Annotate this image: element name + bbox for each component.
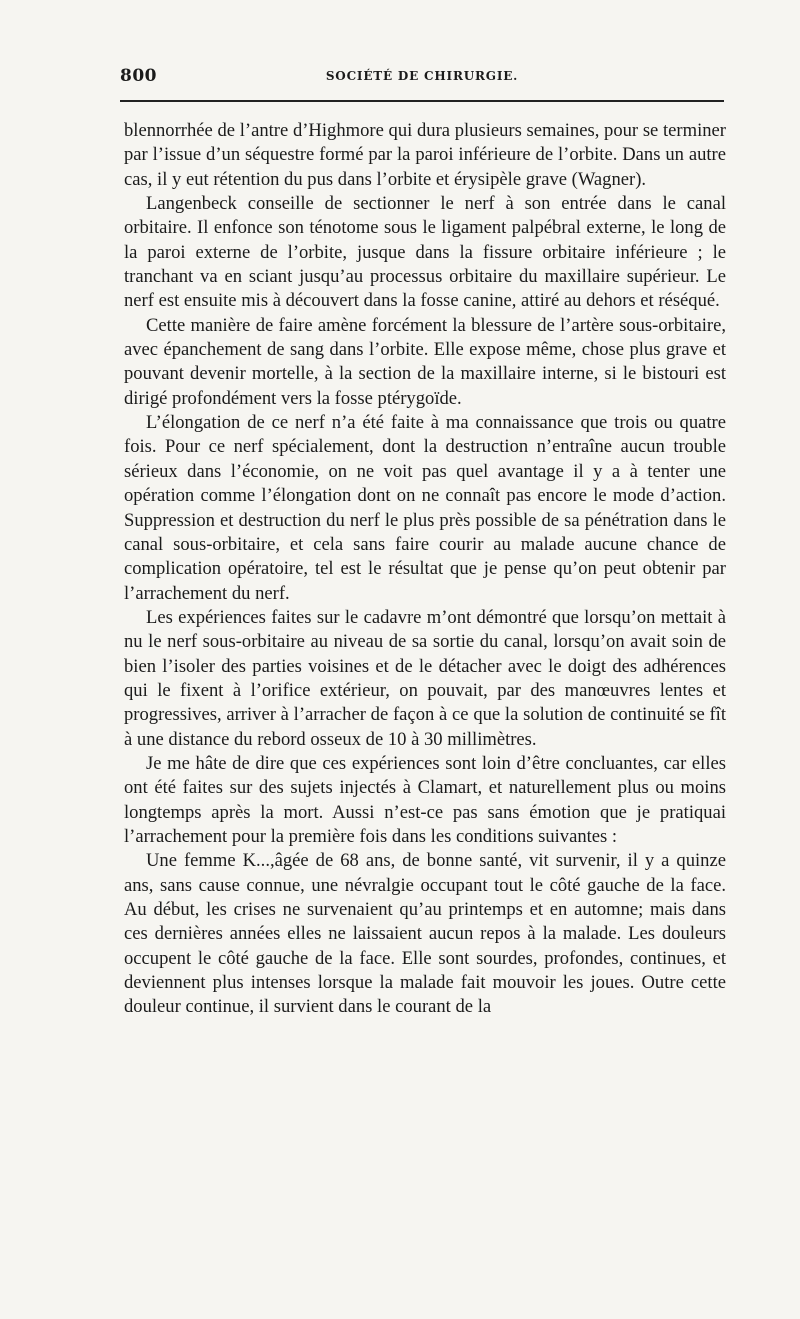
paragraph-1: blennorrhée de l’antre d’Highmore qui dura plusieurs semaines, pour se terminer par l’issue d’un séquestre formé par la paroi inférieure de l’orbite. Dans un autre cas, il y eut rétention du pus dans l’orbite et érysipèle grave (Wagner). <box>124 120 726 190</box>
paragraph-5: Les expériences faites sur le cadavre m’ont démontré que lorsqu’on mettait à nu le nerf sous-orbitaire au niveau de sa sortie du canal, lorsqu’on avait soin de bien l’isoler des parties voisines et de le détacher avec le doigt des adhérences qui le fixent à l’orifice extérieur, on pouvait, par des manœuvres lentes et progressives, arriver à l’arracher de façon à ce que la solution de continuité se fît à une distance du rebord osseux de 10 à 30 millimètres. <box>124 606 726 750</box>
paragraph-4: L’élongation de ce nerf n’a été faite à ma connaissance que trois ou quatre fois. Pour ce nerf spécialement, dont la destruction n’entraîne aucun trouble sérieux dans l’économie, on ne voit pas quel avantage il y a à tenter une opération comme l’élongation dont on ne connaît pas encore le mode d’action. Suppression et destruction du nerf le plus près possible de sa pénétration dans le canal sous-orbitaire, et cela sans faire courir au malade aucune chance de complication opératoire, tel est le résultat que je pense qu’on peut obtenir par l’arrachement du nerf. <box>124 412 726 604</box>
paragraph-3: Cette manière de faire amène forcément la blessure de l’artère sous-orbitaire, avec épanchement de sang dans l’orbite. Elle expose même, chose plus grave et pouvant devenir mortelle, à la section de la maxillaire interne, si le bistouri est dirigé profondément vers la fosse ptérygoïde. <box>124 314 726 409</box>
paragraph-2: Langenbeck conseille de sectionner le nerf à son entrée dans le canal orbitaire. Il enfonce son ténotome sous le ligament palpébral externe, le long de la paroi externe de l’orbite, jusque dans la fissure orbitaire inférieure ; le tranchant va en sciant jusqu’au processus orbitaire du maxillaire supérieur. Le nerf est ensuite mis à découvert dans la fosse canine, attiré au dehors et réséqué. <box>124 193 726 312</box>
paragraph-7: Une femme K...,âgée de 68 ans, de bonne santé, vit survenir, il y a quinze ans, sans cause connue, une névralgie occupant tout le côté gauche de la face. Au début, les crises ne survenaient qu’au printemps et en automne; mais dans ces dernières années elles ne laissaient aucun repos à la malade. Les douleurs occupent le côté gauche de la face. Elle sont sourdes, profondes, continues, et deviennent plus intenses lorsque la malade fait mouvoir les joues. Outre cette douleur continue, il survient dans le courant de la <box>124 850 726 1018</box>
body-text <box>124 119 726 1020</box>
header-rule <box>120 100 724 102</box>
page-number: 800 <box>120 66 157 86</box>
running-title: SOCIÉTÉ DE CHIRURGIE. <box>325 69 519 83</box>
page-header <box>120 66 724 90</box>
paragraph-6: Je me hâte de dire que ces expériences sont loin d’être concluantes, car elles ont été faites sur des sujets injectés à Clamart, et naturellement plus ou moins longtemps après la mort. Aussi n’est-ce pas sans émotion que je pratiquai l’arrachement pour la première fois dans les conditions suivantes : <box>124 752 726 847</box>
